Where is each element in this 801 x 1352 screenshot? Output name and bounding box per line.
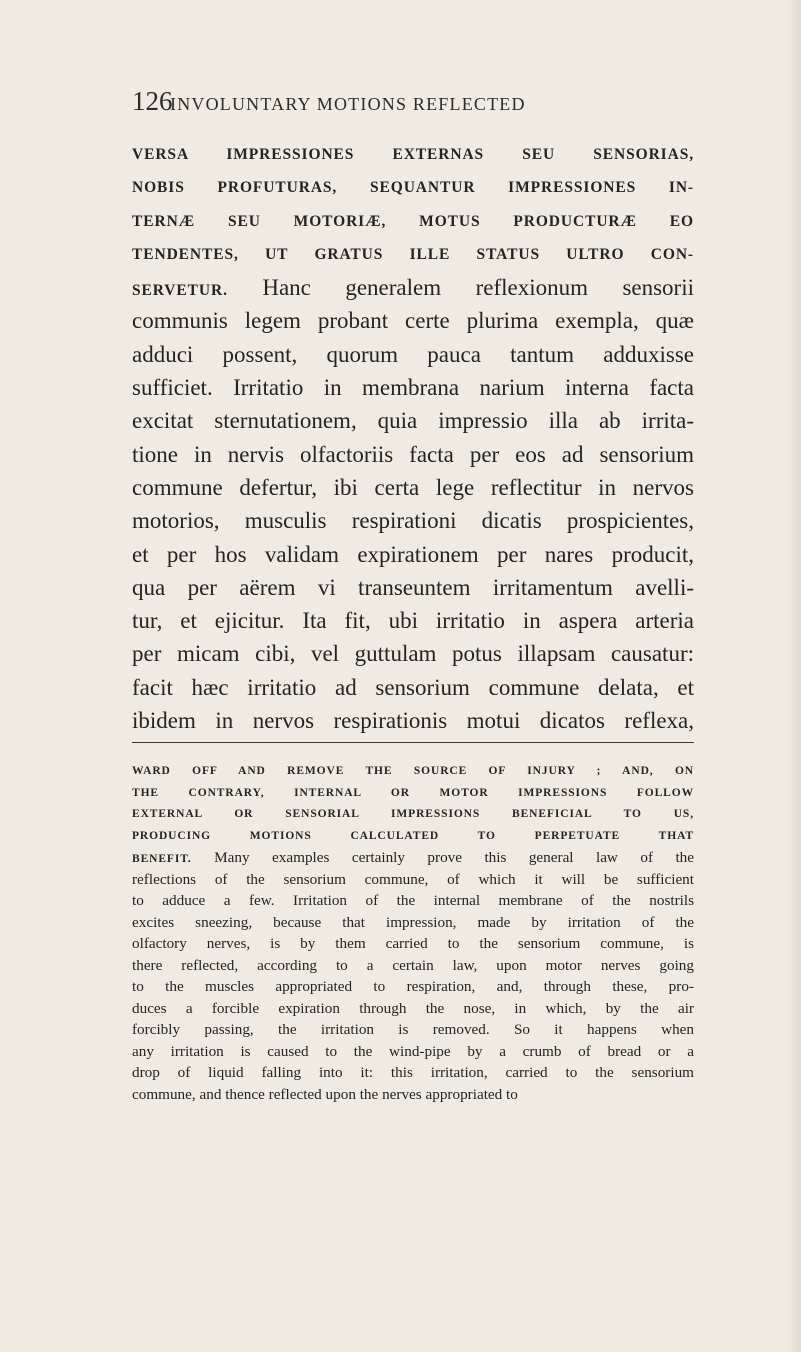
footnote-divider bbox=[132, 742, 694, 743]
text-line-rest: Hanc generalem reflexionum sensorii bbox=[262, 275, 695, 301]
text-line: TENDENTES, UT GRATUS ILLE STATUS ULTRO CON- bbox=[132, 245, 694, 263]
english-translation-footnote bbox=[132, 761, 694, 1105]
text-line: adduci possent, quorum pauca tantum adduxisse bbox=[132, 341, 694, 367]
page-header bbox=[132, 86, 692, 122]
page-number: 126 bbox=[132, 86, 173, 116]
footnote-line: duces a forcible expiration through the nose, in which, by the air bbox=[132, 999, 694, 1017]
footnote-line-caps: BENEFIT. bbox=[132, 853, 192, 865]
text-line: sufficiet. Irritatio in membrana narium interna facta bbox=[132, 375, 694, 401]
footnote-line: reflections of the sensorium commune, of which it will be sufficient bbox=[132, 870, 694, 888]
text-line bbox=[132, 271, 694, 304]
text-line: ibidem in nervos respirationis motui dicatos reflexa, bbox=[132, 708, 694, 734]
footnote-line: there reflected, according to a certain law, upon motor nerves going bbox=[132, 956, 694, 974]
latin-body-text bbox=[132, 138, 694, 737]
footnote-line: any irritation is caused to the wind-pipe by a crumb of bread or a bbox=[132, 1042, 694, 1060]
text-line: NOBIS PROFUTURAS, SEQUANTUR IMPRESSIONES IN- bbox=[132, 179, 694, 197]
footnote-line: EXTERNAL OR SENSORIAL IMPRESSIONS BENEFICIAL TO US, bbox=[132, 808, 694, 820]
footnote-line: to the muscles appropriated to respiration, and, through these, pro- bbox=[132, 978, 694, 995]
text-line: facit hæc irritatio ad sensorium commune delata, et bbox=[132, 674, 694, 700]
text-line: VERSA IMPRESSIONES EXTERNAS SEU SENSORIAS, bbox=[132, 146, 694, 163]
running-head: INVOLUNTARY MOTIONS REFLECTED bbox=[170, 94, 526, 114]
footnote-line: THE CONTRARY, INTERNAL OR MOTOR IMPRESSIONS FOLLOW bbox=[132, 786, 694, 799]
text-line: communis legem probant certe plurima exempla, quæ bbox=[132, 308, 694, 334]
text-line: commune defertur, ibi certa lege reflectitur in nervos bbox=[132, 474, 694, 500]
footnote-line: PRODUCING MOTIONS CALCULATED TO PERPETUATE THAT bbox=[132, 829, 694, 842]
footnote-line bbox=[132, 847, 694, 869]
footnote-line: WARD OFF AND REMOVE THE SOURCE OF INJURY ; AND, ON bbox=[132, 765, 694, 777]
text-line: et per hos validam expirationem per nares producit, bbox=[132, 541, 694, 567]
footnote-line-rest: Many examples certainly prove this general law of the bbox=[214, 849, 694, 866]
page-edge-shadow bbox=[787, 0, 801, 1352]
text-line: qua per aërem vi transeuntem irritamentum avelli- bbox=[132, 574, 694, 600]
footnote-line: excites sneezing, because that impression, made by irritation of the bbox=[132, 913, 694, 931]
text-line: motorios, musculis respirationi dicatis prospicientes, bbox=[132, 508, 694, 534]
footnote-line: forcibly passing, the irritation is removed. So it happens when bbox=[132, 1021, 694, 1038]
footnote-line: drop of liquid falling into it: this irritation, carried to the sensorium bbox=[132, 1064, 694, 1081]
text-line: tur, et ejicitur. Ita fit, ubi irritatio in aspera arteria bbox=[132, 608, 694, 634]
footnote-line: to adduce a few. Irritation of the internal membrane of the nostrils bbox=[132, 892, 694, 909]
text-line-caps: SERVETUR. bbox=[132, 282, 228, 300]
text-line: excitat sternutationem, quia impressio illa ab irrita- bbox=[132, 408, 694, 434]
footnote-line: commune, and thence reflected upon the nerves appropriated to bbox=[132, 1085, 518, 1103]
footnote-line: olfactory nerves, is by them carried to the sensorium commune, is bbox=[132, 935, 694, 952]
text-line: TERNÆ SEU MOTORIÆ, MOTUS PRODUCTURÆ EO bbox=[132, 212, 694, 230]
text-line: tione in nervis olfactoriis facta per eos ad sensorium bbox=[132, 441, 694, 467]
text-line: per micam cibi, vel guttulam potus illapsam causatur: bbox=[132, 641, 694, 667]
